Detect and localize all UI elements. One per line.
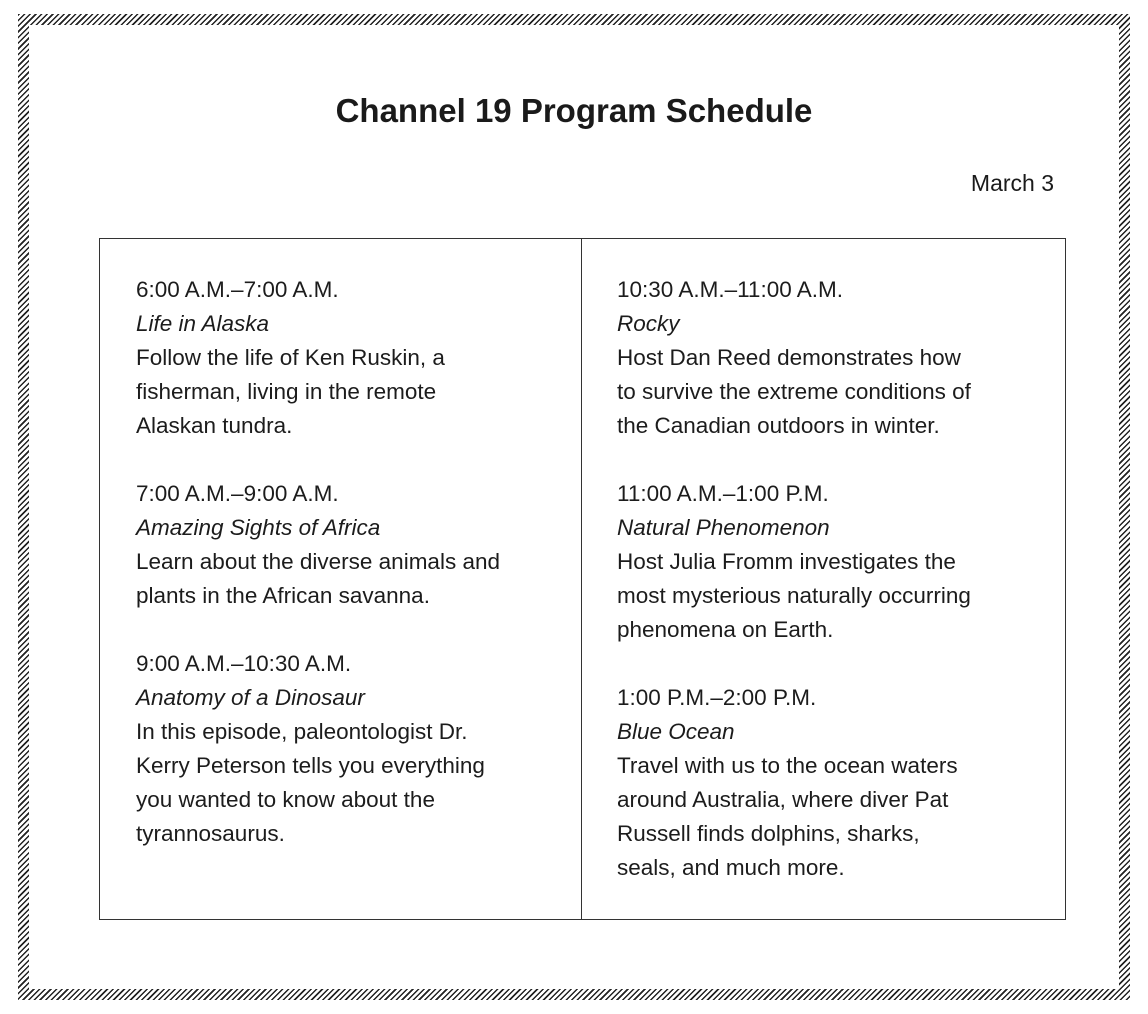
program-entry <box>617 477 1065 647</box>
program-description: Learn about the diverse animals and plants in the African savanna. <box>136 549 500 608</box>
program-entry <box>136 273 581 443</box>
program-title: Natural Phenomenon <box>617 515 830 540</box>
program-entry <box>617 681 1065 885</box>
program-description: In this episode, paleontologist Dr. Kerry Peterson tells you everything you wanted to know about the tyrannosaurus. <box>136 719 485 846</box>
program-title: Life in Alaska <box>136 311 269 336</box>
program-description: Host Julia Fromm investigates the most mysterious naturally occurring phenomena on Earth. <box>617 549 971 642</box>
program-time: 1:00 P.M.–2:00 P.M. <box>617 685 817 710</box>
schedule-column-left <box>100 239 582 919</box>
schedule-column-right <box>582 239 1065 919</box>
schedule-table <box>99 238 1066 920</box>
program-time: 9:00 A.M.–10:30 A.M. <box>136 651 352 676</box>
program-entry <box>617 273 1065 443</box>
program-time: 7:00 A.M.–9:00 A.M. <box>136 481 339 506</box>
program-description: Host Dan Reed demonstrates how to survive the extreme conditions of the Canadian outdoors in winter. <box>617 345 971 438</box>
program-description: Follow the life of Ken Ruskin, a fisherman, living in the remote Alaskan tundra. <box>136 345 445 438</box>
program-time: 6:00 A.M.–7:00 A.M. <box>136 277 339 302</box>
schedule-date: March 3 <box>970 170 1054 196</box>
program-entry <box>136 477 581 613</box>
program-time: 10:30 A.M.–11:00 A.M. <box>617 277 843 302</box>
program-time: 11:00 A.M.–1:00 P.M. <box>617 481 829 506</box>
program-title: Amazing Sights of Africa <box>136 515 381 540</box>
page-title: Channel 19 Program Schedule <box>335 92 813 129</box>
program-description: Travel with us to the ocean waters around Australia, where diver Pat Russell finds dolphins, sharks, seals, and much more. <box>617 753 958 880</box>
program-title: Blue Ocean <box>617 719 735 744</box>
program-entry <box>136 647 581 851</box>
program-title: Anatomy of a Dinosaur <box>136 685 365 710</box>
program-title: Rocky <box>617 311 680 336</box>
